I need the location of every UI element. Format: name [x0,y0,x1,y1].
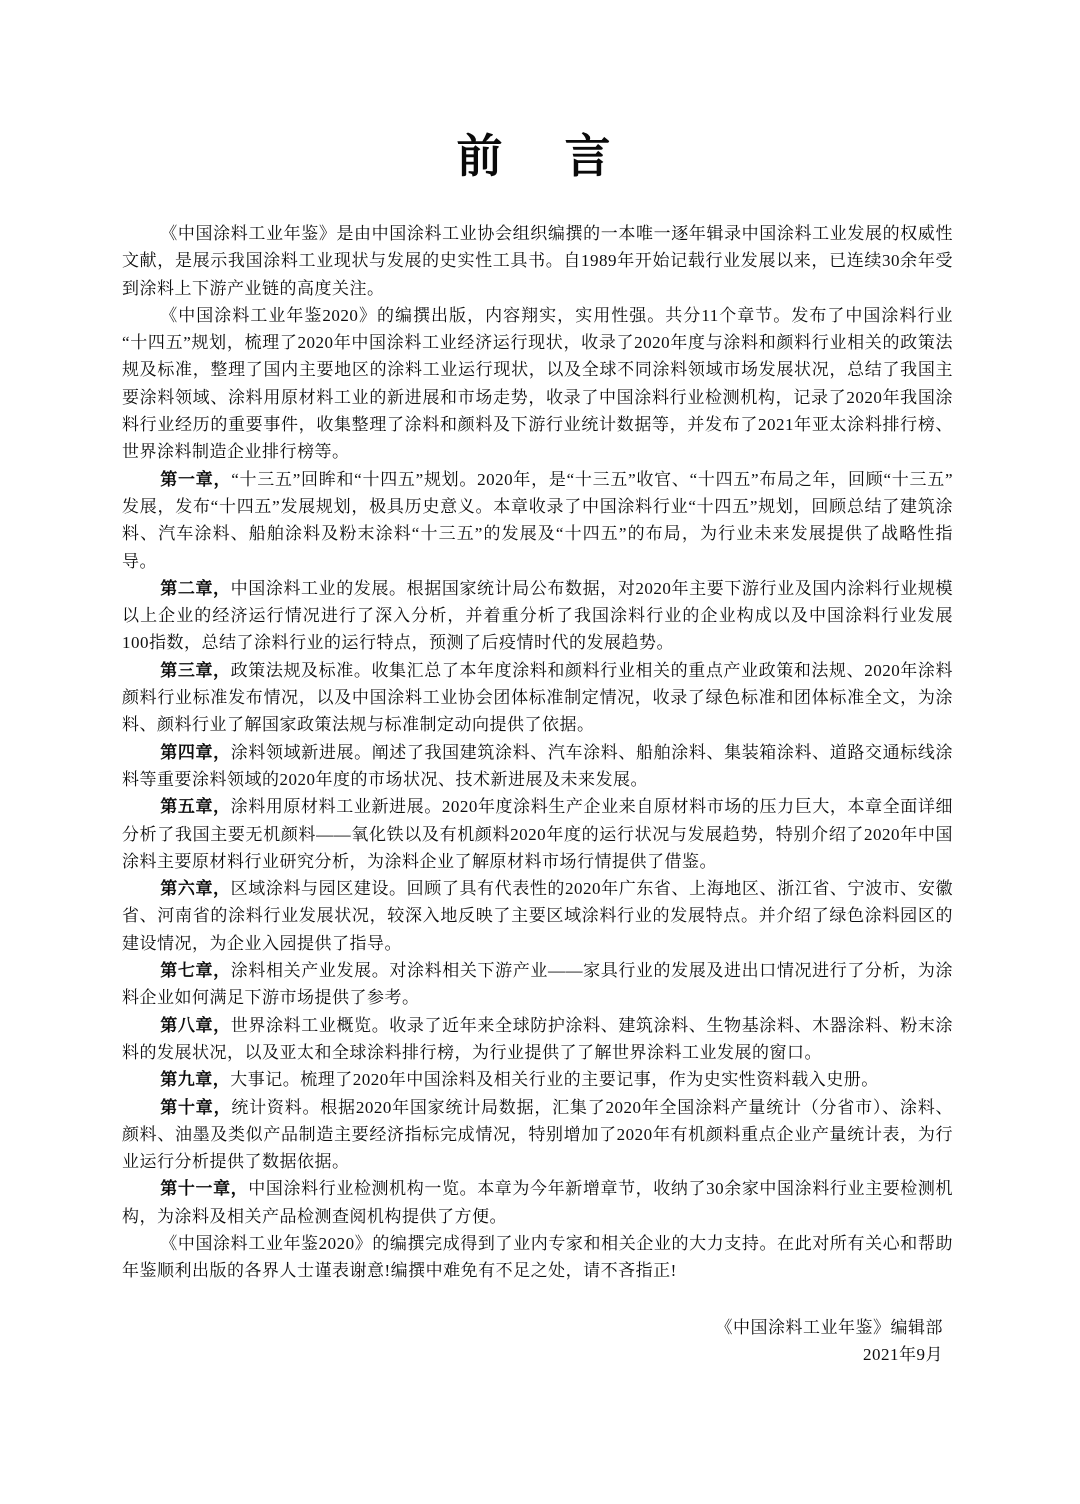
chapter-label: 第九章， [160,1070,231,1090]
chapter-label: 第三章， [160,660,231,680]
paragraph [122,1012,953,1067]
paragraph-text: 《中国涂料工业年鉴2020》的编撰完成得到了业内专家和相关企业的大力支持。在此对所有关心和帮助年鉴顺利出版的各界人士谨表谢意!编撰中难免有不足之处，请不吝指正! [122,1233,953,1281]
paragraph-text: 涂料领域新进展。阐述了我国建筑涂料、汽车涂料、船舶涂料、集装箱涂料、道路交通标线涂料等重要涂料领域的2020年度的市场状况、技术新进展及未来发展。 [122,742,954,789]
chapter-label: 第二章， [160,578,231,598]
paragraph [122,302,953,466]
paragraph-text: 涂料用原材料工业新进展。2020年度涂料生产企业来自原材料市场的压力巨大，本章全面详细分析了我国主要无机颜料——氧化铁以及有机颜料2020年度的运行状况与发展趋势，特别介绍了2020年中国涂料主要原材料行业研究分析，为涂料企业了解原材料市场行情提供了借鉴。 [122,797,954,871]
paragraph-text: 中国涂料工业的发展。根据国家统计局公布数据，对2020年主要下游行业及国内涂料行业规模以上企业的经济运行情况进行了深入分析，并着重分析了我国涂料行业的企业构成以及中国涂料行业发展100指数，总结了涂料行业的运行特点，预测了后疫情时代的发展趋势。 [122,578,954,653]
paragraph-text: 政策法规及标准。收集汇总了本年度涂料和颜料行业相关的重点产业政策和法规、2020年涂料颜料行业标准发布情况，以及中国涂料工业协会团体标准制定情况，收录了绿色标准和团体标准全文，为涂料、颜料行业了解国家政策法规与标准制定动向提供了依据。 [122,660,954,735]
signature-date: 2021年9月 [863,1344,943,1364]
chapter-label: 第十一章， [160,1179,249,1199]
paragraph-text: 《中国涂料工业年鉴2020》的编撰出版，内容翔实，实用性强。共分11个章节。发布了中国涂料行业“十四五”规划，梳理了2020年中国涂料工业经济运行现状，收录了2020年度与涂料和颜料行业相关的政策法规及标准，整理了国内主要地区的涂料工业运行现状，以及全球不同涂料领域市场发展状况，总结了我国主要涂料领域、涂料用原材料工业的新进展和市场走势，收录了中国涂料行业检测机构，记录了2020年我国涂料行业经历的重要事件，收集整理了涂料和颜料及下游行业统计数据等，并发布了2021年亚太涂料排行榜、世界涂料制造企业排行榜等。 [122,305,953,462]
paragraph-text: 大事记。梳理了2020年中国涂料及相关行业的主要记事，作为史实性资料载入史册。 [230,1070,879,1090]
paragraph [122,657,953,739]
paragraph-text: 中国涂料行业检测机构一览。本章为今年新增章节，收纳了30余家中国涂料行业主要检测机构，为涂料及相关产品检测查阅机构提供了方便。 [122,1179,954,1226]
signature-editor: 《中国涂料工业年鉴》编辑部 [715,1317,943,1337]
chapter-label: 第十章， [160,1097,232,1117]
paragraph [122,466,953,575]
paragraph-text: 《中国涂料工业年鉴》是由中国涂料工业协会组织编撰的一本唯一逐年辑录中国涂料工业发展的权威性文献，是展示我国涂料工业现状与发展的史实性工具书。自1989年开始记载行业发展以来，已连续30余年受到涂料上下游产业链的高度关注。 [122,224,953,298]
paragraph-text: 区域涂料与园区建设。回顾了具有代表性的2020年广东省、上海地区、浙江省、宁波市、安徽省、河南省的涂料行业发展状况，较深入地反映了主要区域涂料行业的发展特点。并介绍了绿色涂料园区的建设情况，为企业入园提供了指导。 [122,879,954,953]
document-body [122,220,953,1285]
paragraph [122,793,953,875]
page-title: 前 言 [456,130,619,182]
paragraph [122,739,953,794]
paragraph [122,220,953,302]
paragraph [122,957,953,1012]
chapter-label: 第一章， [160,469,232,489]
paragraph [122,1230,953,1285]
chapter-label: 第八章， [160,1015,231,1035]
paragraph-text: 统计资料。根据2020年国家统计局数据，汇集了2020年全国涂料产量统计（分省市）、涂料、颜料、油墨及类似产品制造主要经济指标完成情况，特别增加了2020年有机颜料重点企业产量统计表，为行业运行分析提供了数据依据。 [122,1097,954,1172]
paragraph [122,1175,953,1230]
chapter-label: 第四章， [160,742,231,762]
paragraph-text: 世界涂料工业概览。收录了近年来全球防护涂料、建筑涂料、生物基涂料、木器涂料、粉末涂料的发展状况，以及亚太和全球涂料排行榜，为行业提供了了解世界涂料工业发展的窗口。 [122,1015,954,1062]
chapter-label: 第五章， [160,797,231,817]
paragraph [122,575,953,657]
paragraph-text: “十三五”回眸和“十四五”规划。2020年，是“十三五”收官、“十四五”布局之年，回顾“十三五”发展，发布“十四五”发展规划，极具历史意义。本章收录了中国涂料行业“十四五”规划，回顾总结了建筑涂料、汽车涂料、船舶涂料及粉末涂料“十三五”的发展及“十四五”的布局，为行业未来发展提供了战略性指导。 [122,469,954,571]
signature-block [122,1314,953,1369]
chapter-label: 第六章， [160,879,231,899]
paragraph [122,1094,953,1176]
chapter-label: 第七章， [160,961,231,981]
paragraph [122,1066,953,1093]
paragraph-text: 涂料相关产业发展。对涂料相关下游产业——家具行业的发展及进出口情况进行了分析，为涂料企业如何满足下游市场提供了参考。 [122,961,954,1008]
paragraph [122,875,953,957]
